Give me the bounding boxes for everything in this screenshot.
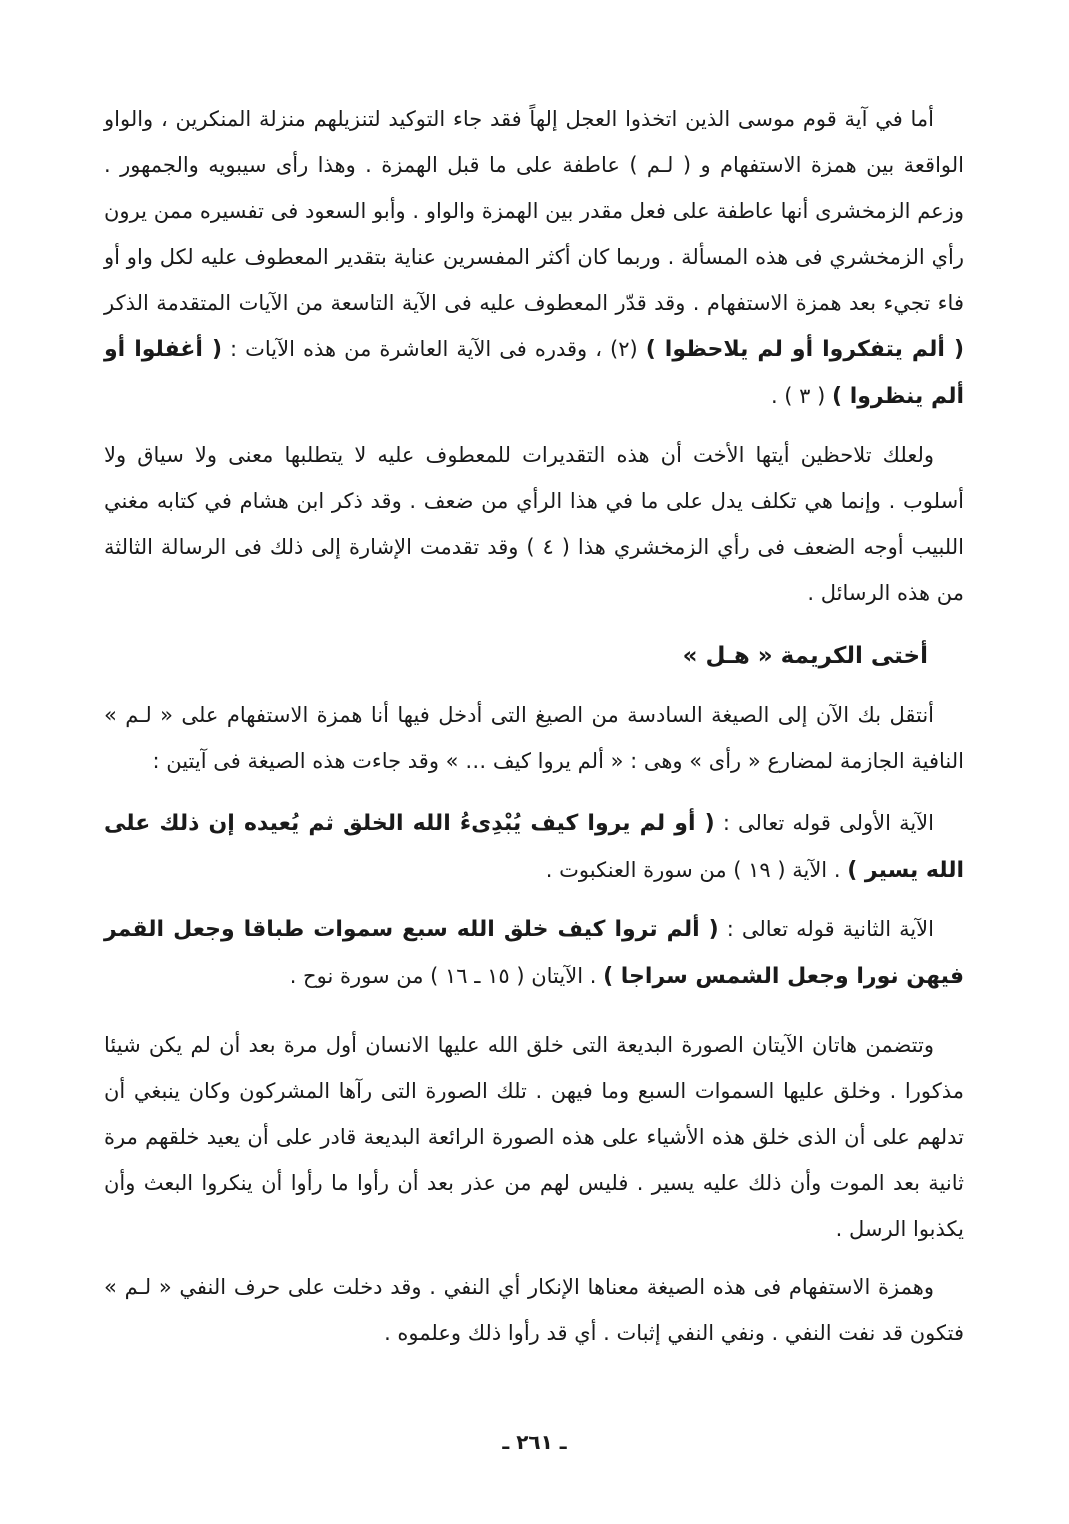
page-number: ـ ٢٦١ ـ <box>502 1430 567 1454</box>
paragraph-1-text-a: أما في آية قوم موسى الذين اتخذوا العجل إلهاً فقد جاء التوكيد لتنزيلهم منزلة المنكرين ، والواو الواقعة بين همزة الاستفهام و ( لـم ) عاطفة على ما قبل الهمزة . وهذا رأى سيبويه والجمهور . وزعم الزمخشرى أنها عاطفة على فعل مقدر بين الهمزة والواو . وأبو السعود فى تفسيره ممن يرون رأي الزمخشري فى هذه المسألة . وربما كان أكثر المفسرين عناية بتقدير المعطوف عليه لكل واو أو فاء تجيء بعد همزة الاستفهام . وقد قدّر المعطوف عليه فى الآية التاسعة من الآيات المتقدمة الذكر <box>104 107 964 315</box>
paragraph-6: وتتضمن هاتان الآيتان الصورة البديعة التى خلق الله عليها الانسان أول مرة بعد أن لم يكن شيئا مذكورا . وخلق عليها السموات السبع وما فيهن . تلك الصورة التى رآها المشركون وكان ينبغي أن تدلهم على أن الذى خلق هذه الأشياء على هذه الصورة الرائعة البديعة قادر على أن يعيد خلقهم مرة ثانية بعد الموت وأن ذلك عليه يسير . فليس لهم من عذر بعد أن رأوا ما رأوا أن ينكروا البعث وأن يكذبوا الرسل . <box>104 1033 964 1241</box>
verse-1-text: ( أو لم يروا كيف يُبْدِىءُ الله الخلق ثم يُعيده إن ذلك على الله يسير ) <box>104 811 964 883</box>
paragraph-1 <box>104 96 964 420</box>
paragraph-2: ولعلك تلاحظين أيتها الأخت أن هذه التقديرات للمعطوف عليه لا يتطلبها معنى ولا سياق ولا أسلوب . وإنما هي تكلف يدل على ما في هذا الرأي من ضعف . وقد ذكر ابن هشام في كتابه مغني اللبيب أوجه الضعف فى رأي الزمخشري هذا ( ٤ ) وقد تقدمت الإشارة إلى ذلك فى الرسالة الثالثة من هذه الرسائل . <box>104 443 964 605</box>
verse-2-citation: . الآيتان ( ١٥ ـ ١٦ ) من سورة نوح . <box>289 964 597 988</box>
verse-1-paragraph <box>104 800 964 894</box>
verse-1-citation: . الآية ( ١٩ ) من سورة العنكبوت . <box>545 858 841 882</box>
verse-2-paragraph <box>104 906 964 1000</box>
verse-2-text: ( ألم تروا كيف خلق الله سبع سموات طباقا وجعل القمر فيهن نورا وجعل الشمس سراجا ) <box>104 917 964 989</box>
verse-1-intro: الآية الأولى قوله تعالى : <box>722 811 934 835</box>
page-body <box>104 96 964 1356</box>
paragraph-1-text-c: (٢) ، وقدره فى الآية العاشرة من هذه الآيات : <box>230 337 638 361</box>
paragraph-1-text-e: ( ٣ ) . <box>770 384 826 408</box>
section-heading: أختى الكريمة « هـل » <box>682 643 928 669</box>
quran-estimate-2: ( أغفلوا أو ألم ينظروا ) <box>104 337 964 409</box>
paragraph-3: أنتقل بك الآن إلى الصيغة السادسة من الصيغ التى أدخل فيها أنا همزة الاستفهام على « لـم » النافية الجازمة لمضارع « رأى » وهى : « ألم يروا كيف … » وقد جاءت هذه الصيغة فى آيتين : <box>104 703 964 773</box>
verse-2-intro: الآية الثانية قوله تعالى : <box>726 917 934 941</box>
paragraph-7: وهمزة الاستفهام فى هذه الصيغة معناها الإنكار أي النفي . وقد دخلت على حرف النفي « لـم » فتكون قد نفت النفي . ونفي النفي إثبات . أي قد رأوا ذلك وعلموه . <box>104 1275 964 1345</box>
quran-estimate-1: ( ألم يتفكروا أو لم يلاحظوا ) <box>645 337 965 362</box>
